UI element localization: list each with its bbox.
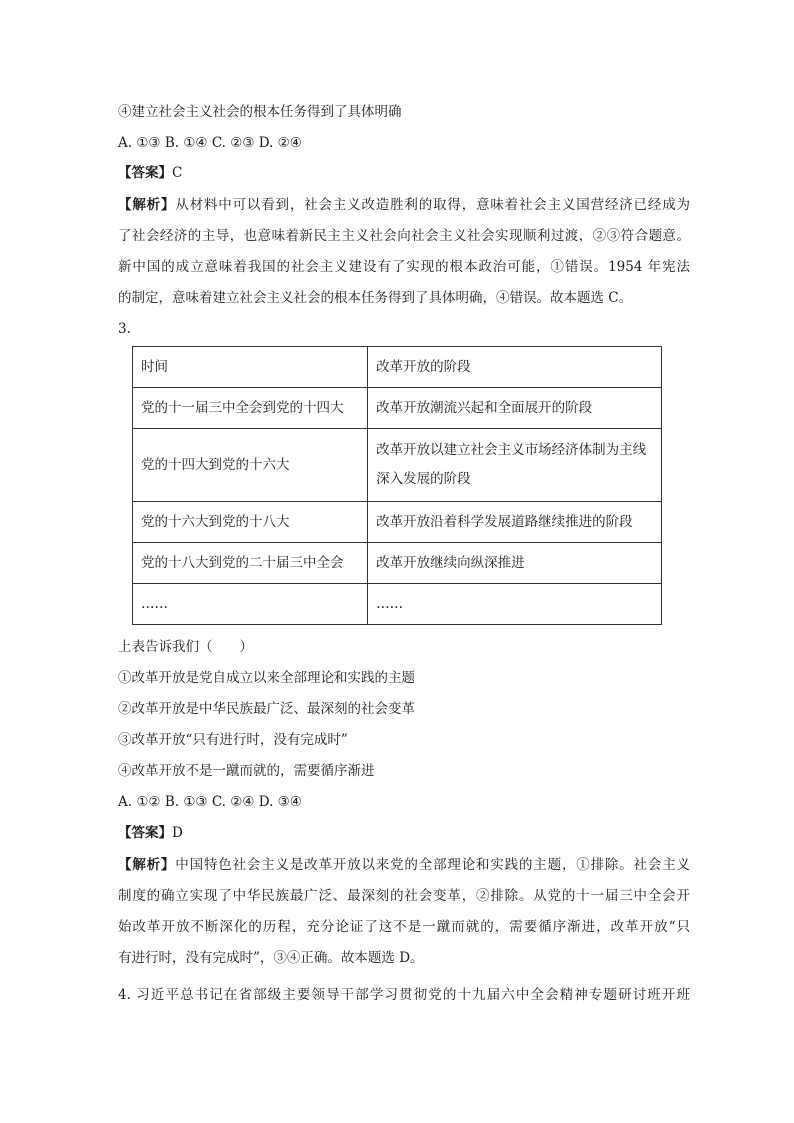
table-cell: …… xyxy=(368,584,662,625)
table-header-cell: 时间 xyxy=(133,347,368,388)
q3-explanation-line-2: 制度的确立实现了中华民族最广泛、最深刻的社会变革，②排除。从党的十一届三中全会开 xyxy=(118,888,690,904)
table-cell: 改革开放沿着科学发展道路继续推进的阶段 xyxy=(368,502,662,543)
q3-stem: 上表告诉我们（ ） xyxy=(118,639,253,655)
q3-explanation-line-3: 始改革开放不断深化的历程，充分论证了这不是一蹴而就的，需要循序渐进，改革开放“只 xyxy=(118,919,690,935)
q4-stem: 4. 习近平总书记在省部级主要领导干部学习贯彻党的十九届六中全会精神专题研讨班开班 xyxy=(118,987,690,1003)
q3-option-4: ④改革开放不是一蹴而就的，需要循序渐进 xyxy=(118,763,375,779)
q3-option-2: ②改革开放是中华民族最广泛、最深刻的社会变革 xyxy=(118,701,415,717)
reform-stages-table xyxy=(132,346,662,625)
table-cell: 党的十六大到党的十八大 xyxy=(133,502,368,543)
explanation-text: 中国特色社会主义是改革开放以来党的全部理论和实践的主题，①排除。社会主义 xyxy=(175,857,691,873)
q2-explanation-line-2: 了社会经济的主导，也意味着新民主主义社会向社会主义社会实现顺利过渡，②③符合题意。 xyxy=(118,228,690,244)
q3-number: 3. xyxy=(118,321,131,337)
explanation-tag: 【解析】 xyxy=(118,857,176,873)
table-cell: 改革开放以建立社会主义市场经济体制为主线深入发展的阶段 xyxy=(368,429,662,502)
q3-explanation-line-1 xyxy=(118,855,690,875)
answer-tag: 【答案】 xyxy=(118,165,172,181)
table-row xyxy=(133,502,662,543)
explanation-tag: 【解析】 xyxy=(118,197,176,213)
table-row xyxy=(133,543,662,584)
table-cell: 改革开放潮流兴起和全面展开的阶段 xyxy=(368,388,662,429)
answer-value: C xyxy=(172,165,183,181)
q3-choices: A. ①② B. ①③ C. ②④ D. ③④ xyxy=(118,794,302,810)
table-cell: 党的十八大到党的二十届三中全会 xyxy=(133,543,368,584)
q2-option-4: ④建立社会主义社会的根本任务得到了具体明确 xyxy=(118,104,402,120)
explanation-text: 从材料中可以看到，社会主义改造胜利的取得，意味着社会主义国营经济已经成为 xyxy=(175,197,691,213)
table-cell: 党的十四大到党的十六大 xyxy=(133,429,368,502)
answer-value: D xyxy=(172,825,183,841)
table-header-cell: 改革开放的阶段 xyxy=(368,347,662,388)
q2-explanation-line-4: 的制定，意味着建立社会主义社会的根本任务得到了具体明确，④错误。故本题选 C。 xyxy=(118,290,633,306)
table-cell: 改革开放继续向纵深推进 xyxy=(368,543,662,584)
q2-explanation-line-3: 新中国的成立意味着我国的社会主义建设有了实现的根本政治可能，①错误。1954 年宪法 xyxy=(118,259,690,275)
table-row xyxy=(133,429,662,502)
table-row xyxy=(133,388,662,429)
q3-explanation-line-4: 有进行时，没有完成时”，③④正确。故本题选 D。 xyxy=(118,950,424,966)
q2-explanation-line-1 xyxy=(118,195,690,215)
table-header-row xyxy=(133,347,662,388)
q3-option-3: ③改革开放“只有进行时，没有完成时” xyxy=(118,732,348,748)
q2-answer xyxy=(118,163,690,183)
table-cell: …… xyxy=(133,584,368,625)
table-cell: 党的十一届三中全会到党的十四大 xyxy=(133,388,368,429)
q2-choices: A. ①③ B. ①④ C. ②③ D. ②④ xyxy=(118,135,302,151)
q3-option-1: ①改革开放是党自成立以来全部理论和实践的主题 xyxy=(118,670,415,686)
table-row xyxy=(133,584,662,625)
answer-tag: 【答案】 xyxy=(118,825,172,841)
q3-answer xyxy=(118,823,690,843)
